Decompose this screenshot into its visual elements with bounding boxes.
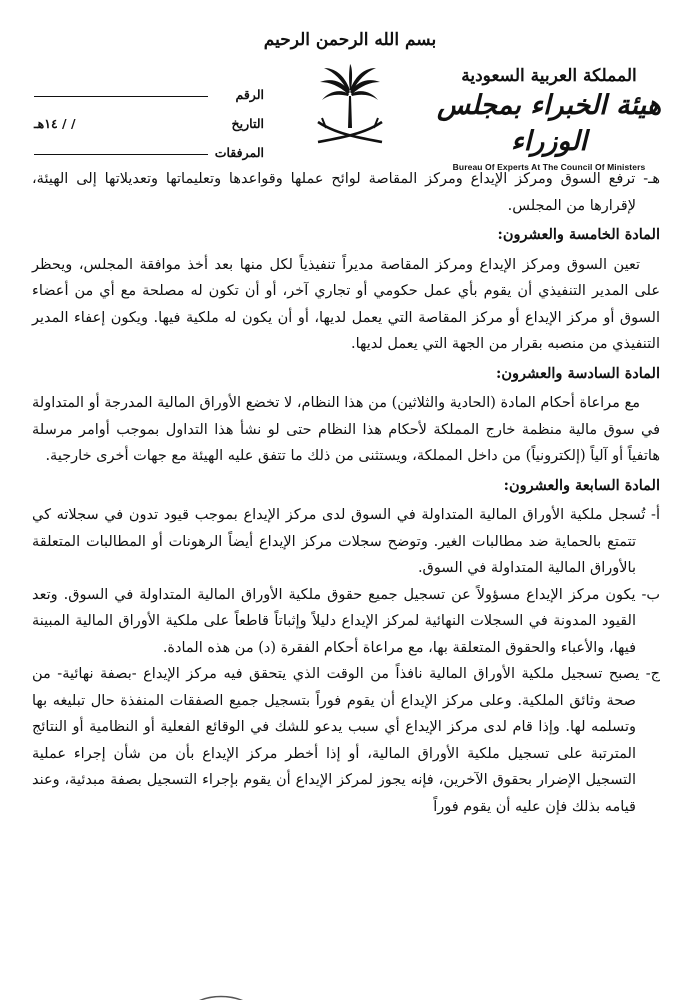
stamp-seal-icon [178,986,264,1000]
attachments-line [34,154,208,155]
document-body [32,166,660,820]
palm-swords-emblem-icon [312,62,388,146]
organization-name-english: Bureau Of Experts At The Council Of Ministers [452,162,646,172]
article-25-text: تعين السوق ومركز الإيداع ومركز المقاصة مديراً تنفيذياً لكل منها بعد أخذ موافقة المجلس، ويحظر على المدير التنفيذي أن يقوم بأي عمل حكومي أو تجاري آخر، أو أن تكون له مصلحة مع أي من أعضاء السوق أو مركز الإيداع أو مركز المقاصة التي يعمل لديها، أو أن يكون له ملكية فيها. ويكون إعفاء المدير التنفيذي من منصبه بقرار من الجهة التي يعمل لديها. [32,256,660,352]
reference-block [34,80,264,167]
date-value: / / ١٤هـ [34,116,76,131]
article-27-item-a: أ- تُسجل ملكية الأوراق المالية المتداولة في السوق لدى مركز الإيداع بموجب قيود تدون في سجلاته كي تتمتع بالحماية ضد مطالبات الغير. وتوضح سجلات مركز الإيداع أيضاً الرهونات أو المطالبات المتعلقة بالأوراق المالية المتداولة في السوق. [32,507,660,576]
organization-name: هيئة الخبراء بمجلس الوزراء [436,90,662,157]
article-26-title: المادة السادسة والعشرون: [496,364,660,382]
item-h-paragraph: هـ- ترفع السوق ومركز الإيداع ومركز المقاصة لوائح عملها وقواعدها وتعليماتها وتعديلاتها إلى الهيئة، لإقرارها من المجلس. [32,171,660,214]
basmala: بسم الله الرحمن الرحيم [263,30,437,50]
number-label: الرقم [235,87,264,102]
date-label: التاريخ [231,116,264,131]
attachments-label: المرفقات [214,145,264,160]
number-row [34,80,264,109]
article-26-text: مع مراعاة أحكام المادة (الحادية والثلاثين) من هذا النظام، لا تخضع الأوراق المالية المدرجة أو المتداولة في سوق مالية منظمة خارج المملكة لأحكام هذا النظام حتى لو نشأ هذا التداول بموجب أوامر مرسلة هاتفياً أو آلياً (إلكترونياً) من داخل المملكة، ويستثنى من ذلك ما تتفق عليه الهيئة مع جهات أخرى خارجية. [32,395,660,464]
attachments-row [34,138,264,167]
country-name: المملكة العربية السعودية [461,66,637,86]
number-line [34,96,208,97]
organization-header [424,66,674,172]
article-27-item-b: ب- يكون مركز الإيداع مسؤولاً عن تسجيل جميع حقوق ملكية الأوراق المالية المتداولة في السوق. وتعد القيود المدونة في السجلات النهائية لمركز الإيداع دليلاً وإثباتاً قاطعاً على ملكية الأوراق المالية المبينة فيها، والأعباء والحقوق المتعلقة بها، مع مراعاة أحكام الفقرة (د) من هذه المادة. [32,586,660,656]
article-27-title: المادة السابعة والعشرون: [503,476,660,494]
date-row [34,109,264,138]
article-27-item-c: ج- يصبح تسجيل ملكية الأوراق المالية نافذاً من الوقت الذي يتحقق فيه مركز الإيداع -بصفة نهائية- من صحة وثائق الملكية. وعلى مركز الإيداع أن يقوم فوراً بتسجيل جميع الصفقات المنفذة حال تبليغه بها وتسلمه لها. وإذا قام لدى مركز الإيداع أي سبب يدعو للشك في الوقائع الفعلية أو النظامية أو النتائج المترتبة على تسجيل ملكية الأوراق المالية، أو إذا أخطر مركز الإيداع بأن من شأن إجراء عملية التسجيل الإضرار بحقوق الآخرين، فإنه يجوز لمركز الإيداع أن يقوم بإجراء التسجيل بصفة مبدئية، وعند قيامه بذلك فإن عليه أن يقوم فوراً [32,666,660,815]
article-25-title: المادة الخامسة والعشرون: [497,226,660,243]
